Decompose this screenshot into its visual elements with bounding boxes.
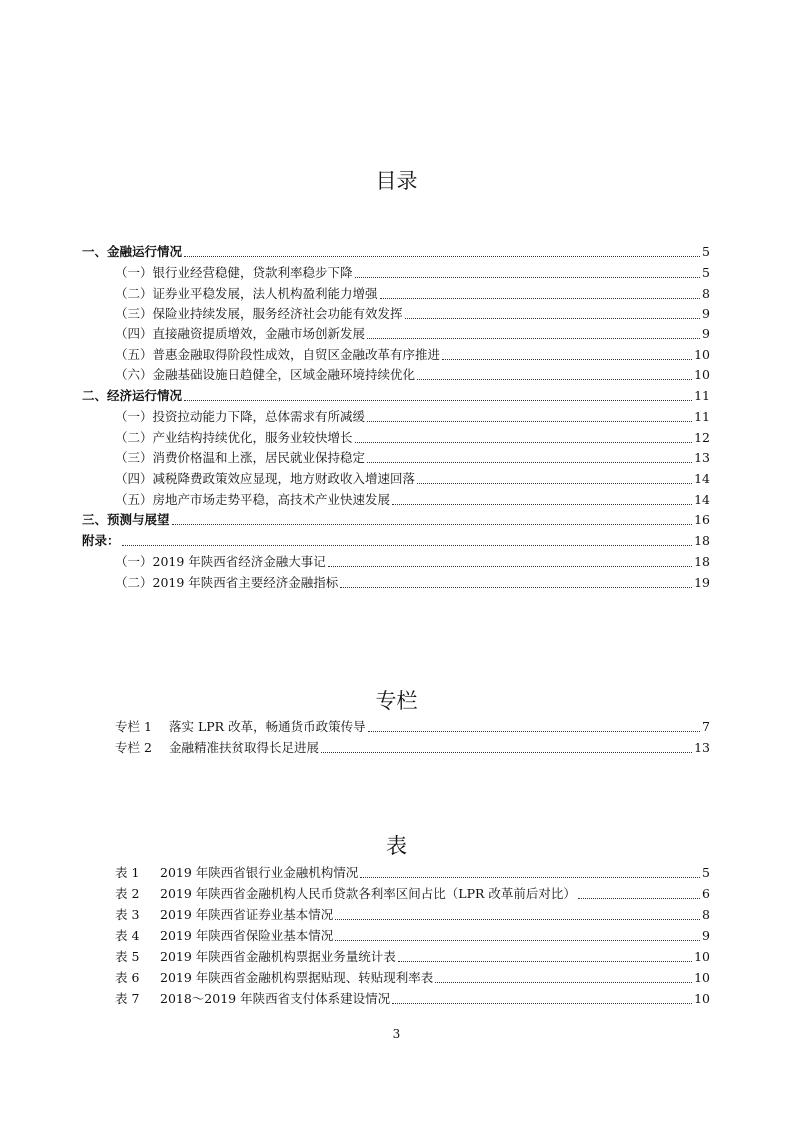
table-entry-text: 2019 年陕西省金融机构票据贴现、转贴现利率表 <box>160 970 434 985</box>
leader-dots <box>360 876 700 878</box>
toc-entry-page: 9 <box>702 306 710 321</box>
leader-dots <box>578 897 700 899</box>
table-entry-text: 2019 年陕西省金融机构票据业务量统计表 <box>160 949 396 964</box>
toc-entry-page: 8 <box>702 286 710 301</box>
table-entry-label: 表 1 <box>115 865 140 880</box>
table-entry[interactable] <box>115 864 710 882</box>
leader-dots <box>184 399 692 401</box>
toc-entry-page: 11 <box>694 409 710 424</box>
toc-entry[interactable] <box>115 491 710 509</box>
table-entry-text: 2019 年陕西省证券业基本情况 <box>160 907 334 922</box>
table-entry[interactable] <box>115 927 710 945</box>
toc-entry-text: （三）消费价格温和上涨，居民就业保持稳定 <box>115 450 366 465</box>
leader-dots <box>367 337 700 339</box>
table-entry-page: 6 <box>702 886 710 901</box>
leader-dots <box>367 461 692 463</box>
table-entry-text: 2019 年陕西省银行业金融机构情况 <box>160 865 359 880</box>
toc-entry-text: （一）2019 年陕西省经济金融大事记 <box>115 554 326 569</box>
toc-entry-page: 9 <box>702 326 710 341</box>
column-entry[interactable] <box>115 739 710 757</box>
toc-entry[interactable] <box>82 511 710 529</box>
table-entry[interactable] <box>115 948 710 966</box>
toc-entry-page: 16 <box>694 512 710 527</box>
toc-entry-text: 一、金融运行情况 <box>82 244 183 259</box>
tables-title: 表 <box>386 834 407 858</box>
leader-dots <box>340 586 692 588</box>
toc-entry-text: （五）普惠金融取得阶段性成效，自贸区金融改革有序推进 <box>115 347 441 362</box>
toc-entry-page: 12 <box>694 430 710 445</box>
column-entry-page: 13 <box>694 740 710 755</box>
toc-entry[interactable] <box>115 553 710 571</box>
leader-dots <box>405 317 701 319</box>
table-entry-page: 9 <box>702 928 710 943</box>
page-number: 3 <box>392 1027 401 1041</box>
table-entry-page: 10 <box>694 991 710 1006</box>
toc-entry[interactable] <box>82 532 710 550</box>
toc-title: 目录 <box>375 169 418 193</box>
leader-dots <box>392 503 692 505</box>
column-entry-text: 落实 LPR 改革，畅通货币政策传导 <box>169 719 366 734</box>
leader-dots <box>392 1002 692 1004</box>
toc-entry-text: （一）投资拉动能力下降，总体需求有所减缓 <box>115 409 366 424</box>
table-entry-label: 表 7 <box>115 991 140 1006</box>
toc-entry-text: （一）银行业经营稳健，贷款利率稳步下降 <box>115 265 353 280</box>
toc-entry-page: 14 <box>694 471 710 486</box>
toc-entry[interactable] <box>82 387 710 405</box>
toc-entry-page: 5 <box>702 244 710 259</box>
leader-dots <box>368 730 700 732</box>
table-entry-text: 2018～2019 年陕西省支付体系建设情况 <box>160 991 391 1006</box>
toc-entry[interactable] <box>115 449 710 467</box>
leader-dots <box>355 441 693 443</box>
column-entry[interactable] <box>115 718 710 736</box>
toc-entry[interactable] <box>115 470 710 488</box>
table-entry[interactable] <box>115 969 710 987</box>
leader-dots <box>435 981 692 983</box>
column-entry-page: 7 <box>702 719 710 734</box>
leader-dots <box>122 544 693 546</box>
table-entry-page: 10 <box>694 949 710 964</box>
table-entry[interactable] <box>115 906 710 924</box>
leader-dots <box>417 378 692 380</box>
leader-dots <box>335 939 700 941</box>
toc-entry-text: （五）房地产市场走势平稳，高技术产业快速发展 <box>115 492 391 507</box>
table-entry-page: 5 <box>702 865 710 880</box>
table-entry-label: 表 3 <box>115 907 140 922</box>
toc-entry-page: 10 <box>694 347 710 362</box>
toc-entry[interactable] <box>82 243 710 261</box>
leader-dots <box>367 420 692 422</box>
toc-entry-page: 10 <box>694 367 710 382</box>
table-entry-label: 表 2 <box>115 886 140 901</box>
toc-entry-text: （二）产业结构持续优化，服务业较快增长 <box>115 430 353 445</box>
toc-entry-text: （四）直接融资提质增效，金融市场创新发展 <box>115 326 366 341</box>
toc-entry-text: （二）2019 年陕西省主要经济金融指标 <box>115 575 339 590</box>
leader-dots <box>184 255 700 257</box>
leader-dots <box>335 918 700 920</box>
toc-entry-page: 5 <box>702 265 710 280</box>
table-entry-label: 表 4 <box>115 928 140 943</box>
leader-dots <box>355 276 701 278</box>
toc-entry-page: 14 <box>694 492 710 507</box>
table-entry-page: 10 <box>694 970 710 985</box>
column-entry-label: 专栏 2 <box>115 740 152 755</box>
table-entry-text: 2019 年陕西省保险业基本情况 <box>160 928 334 943</box>
leader-dots <box>442 358 692 360</box>
toc-entry-text: （二）证券业平稳发展，法人机构盈利能力增强 <box>115 286 378 301</box>
toc-entry-page: 18 <box>694 533 710 548</box>
toc-entry-page: 11 <box>694 388 710 403</box>
toc-entry[interactable] <box>115 366 710 384</box>
toc-entry[interactable] <box>115 429 710 447</box>
toc-entry-page: 13 <box>694 450 710 465</box>
table-entry[interactable] <box>115 990 710 1008</box>
table-entry-label: 表 5 <box>115 949 140 964</box>
table-entry-label: 表 6 <box>115 970 140 985</box>
column-entry-text: 金融精准扶贫取得长足进展 <box>169 740 320 755</box>
toc-entry[interactable] <box>115 285 710 303</box>
toc-entry-text: 三、预测与展望 <box>82 512 170 527</box>
table-entry[interactable] <box>115 885 710 903</box>
toc-entry[interactable] <box>115 305 710 323</box>
toc-entry-page: 19 <box>694 575 710 590</box>
leader-dots <box>172 523 693 525</box>
toc-entry-text: （六）金融基础设施日趋健全，区域金融环境持续优化 <box>115 367 416 382</box>
leader-dots <box>417 482 692 484</box>
toc-entry-page: 18 <box>694 554 710 569</box>
columns-title: 专栏 <box>375 689 418 713</box>
toc-entry-text: 附录： <box>82 533 120 548</box>
toc-entry[interactable] <box>115 346 710 364</box>
table-entry-text: 2019 年陕西省金融机构人民币贷款各利率区间占比（LPR 改革前后对比） <box>160 886 576 901</box>
leader-dots <box>328 565 692 567</box>
table-entry-page: 8 <box>702 907 710 922</box>
toc-entry[interactable] <box>115 408 710 426</box>
toc-entry-text: （三）保险业持续发展，服务经济社会功能有效发挥 <box>115 306 403 321</box>
toc-entry[interactable] <box>115 264 710 282</box>
column-entry-label: 专栏 1 <box>115 719 152 734</box>
toc-entry-text: 二、经济运行情况 <box>82 388 183 403</box>
leader-dots <box>398 960 692 962</box>
toc-entry-text: （四）减税降费政策效应显现，地方财政收入增速回落 <box>115 471 416 486</box>
leader-dots <box>321 751 692 753</box>
toc-entry[interactable] <box>115 325 710 343</box>
leader-dots <box>380 297 701 299</box>
toc-entry[interactable] <box>115 574 710 592</box>
